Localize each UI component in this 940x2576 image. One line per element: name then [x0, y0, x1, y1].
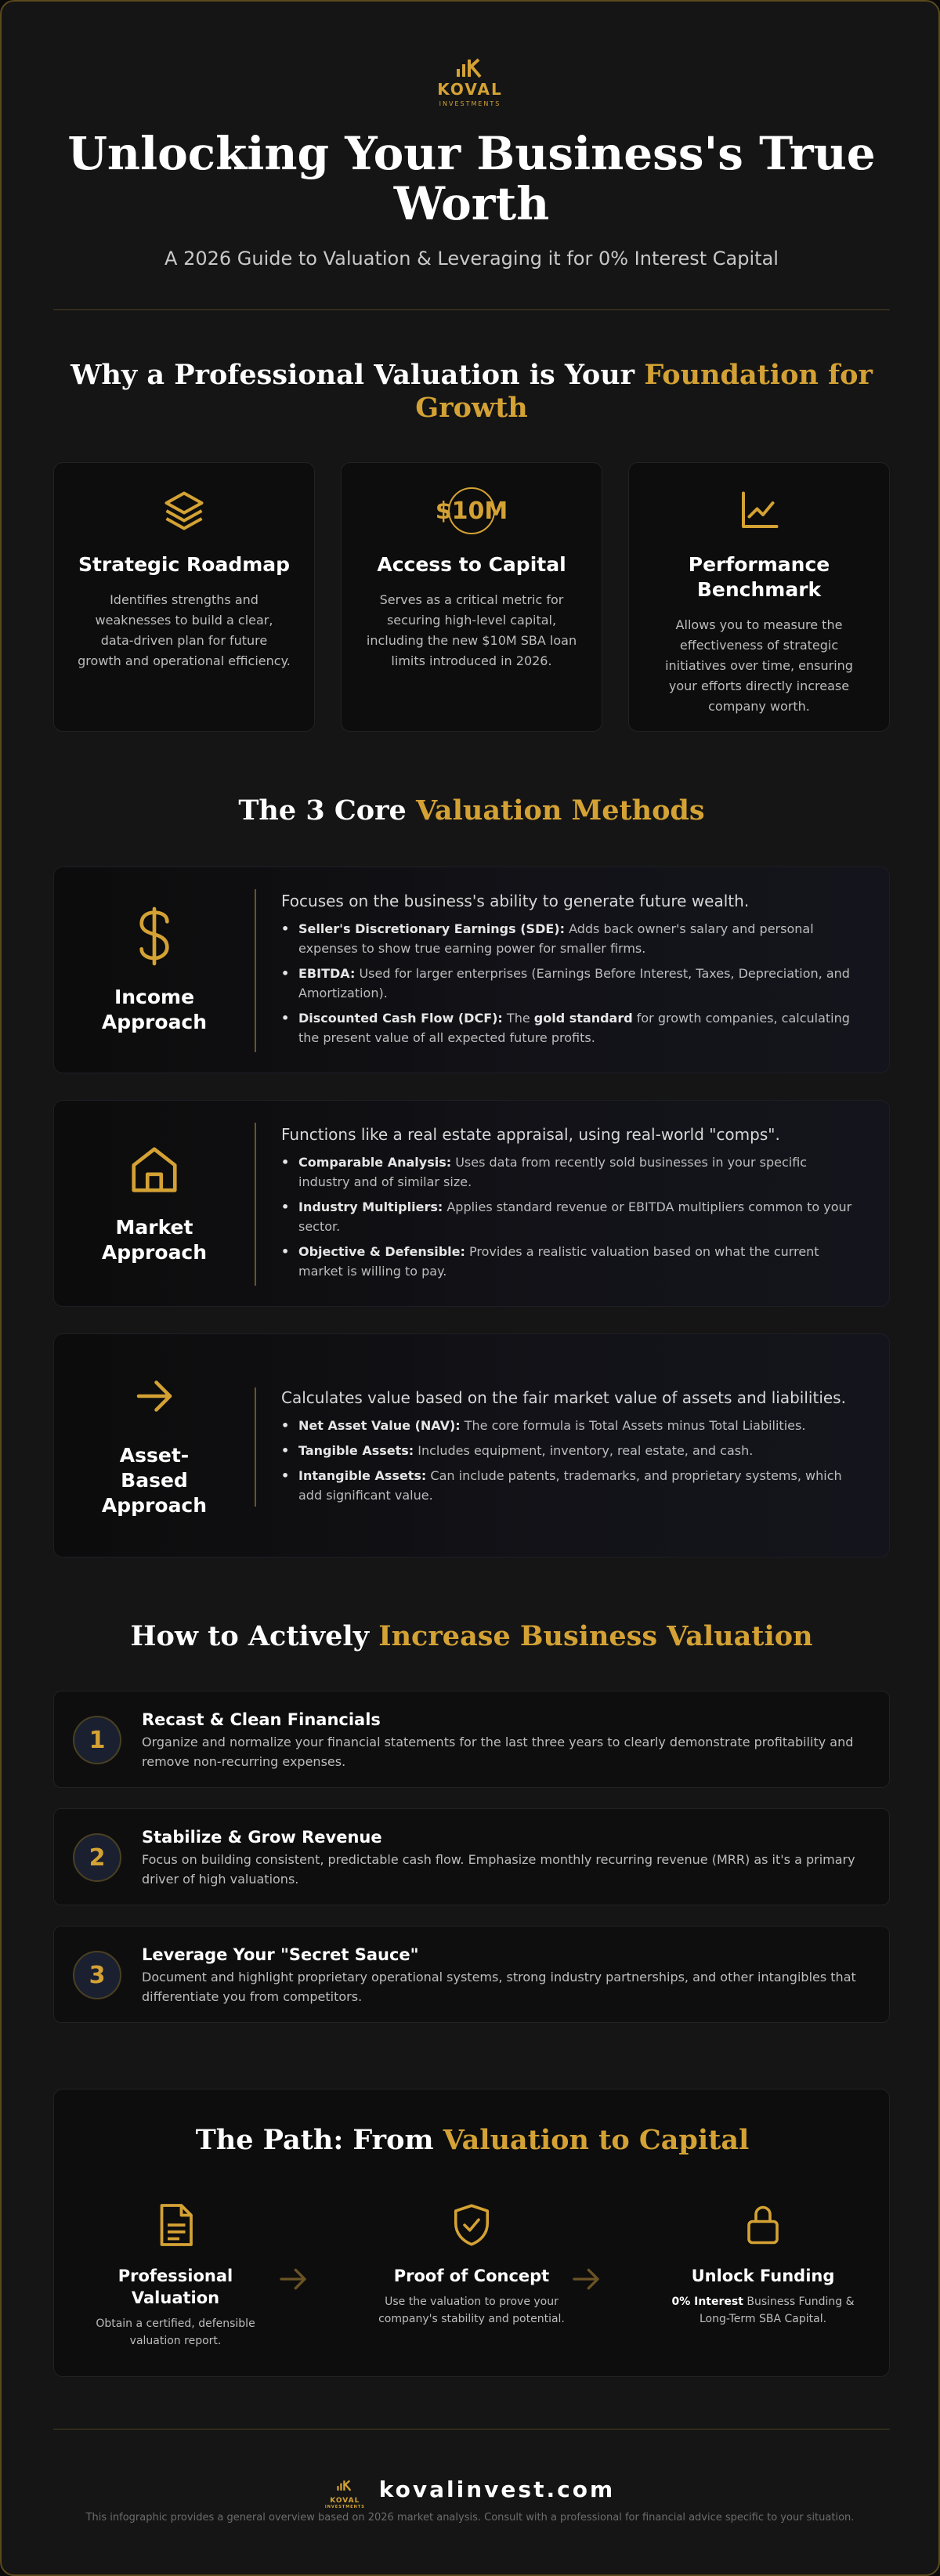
method-point [281, 1466, 858, 1505]
why-section-title [64, 359, 879, 425]
methods-section-title [64, 794, 879, 827]
step-title: Recast & Clean Financials [142, 1710, 381, 1729]
path-step-text-rest: Business Funding & Long-Term SBA Capital. [699, 2296, 855, 2325]
ten-million-badge-icon: $10M [448, 487, 495, 534]
page-title: Unlocking Your Business's True Worth [67, 127, 876, 230]
point-term: Intangible Assets: [298, 1468, 427, 1483]
path-step-text: Use the valuation to prove your company's stability and potential. [378, 2296, 565, 2325]
brand-logo [2, 56, 938, 107]
layers-icon [161, 487, 208, 534]
footer-url-link[interactable]: kovalinvest.com [378, 2477, 616, 2502]
step-title: Leverage Your "Secret Sauce" [142, 1945, 419, 1964]
method-card-income [53, 867, 890, 1073]
footer-disclaimer: This infographic provides a general overview based on 2026 market analysis. Consult with a professional for financial advice specific to your situation. [85, 2512, 855, 2524]
method-title: Market Approach [101, 1216, 208, 1264]
divider [53, 309, 890, 310]
method-lead: Calculates value based on the fair market value of assets and liabilities. [281, 1388, 846, 1407]
point-term: Tangible Assets: [298, 1443, 414, 1458]
why-card-text: Identifies strengths and weaknesses to build a clear, data-driven plan for future growth and operational efficiency. [78, 592, 291, 668]
step-text: Focus on building consistent, predictable cash flow. Emphasize monthly recurring revenue (MRR) as it's a primary driver of high valuations. [142, 1852, 855, 1887]
method-point [281, 1197, 858, 1236]
method-point [281, 1242, 858, 1281]
method-point [281, 964, 858, 1003]
page-subtitle: A 2026 Guide to Valuation & Leveraging it for 0% Interest Capital [164, 248, 779, 270]
increase-title-accent: Increase Business Valuation [378, 1620, 813, 1652]
path-step-title: Professional Valuation [118, 2267, 233, 2307]
point-text: The core formula is Total Assets minus Total Liabilities. [460, 1418, 806, 1433]
step-text: Organize and normalize your financial statements for the last three years to clearly demonstrate profitability and remove non-recurring expenses. [142, 1735, 854, 1769]
method-card-asset-based [53, 1333, 890, 1558]
why-card-text: Serves as a critical metric for securing high-level capital, including the new $10M SBA loan limits introduced in 2026. [366, 592, 577, 668]
path-step-funding [665, 2199, 861, 2328]
why-card-title: Access to Capital [377, 553, 566, 576]
path-section-title [65, 2124, 880, 2157]
method-lead: Focuses on the business's ability to generate future wealth. [281, 892, 750, 910]
path-step-text: Obtain a certified, defensible valuation report. [96, 2317, 255, 2347]
line-chart-icon [736, 487, 783, 534]
point-term: Industry Multipliers: [298, 1199, 443, 1214]
document-icon [156, 2201, 195, 2249]
step-title: Stabilize & Grow Revenue [142, 1828, 382, 1847]
point-term: Comparable Analysis: [298, 1155, 452, 1170]
step-number: 3 [73, 1951, 121, 1999]
point-term: Discounted Cash Flow (DCF): [298, 1011, 503, 1026]
point-highlight: gold standard [533, 1011, 633, 1026]
point-term: Seller's Discretionary Earnings (SDE): [298, 921, 565, 936]
why-title-accent: Foundation for Growth [415, 359, 873, 424]
point-text: The [502, 1011, 534, 1026]
footer-brand [2, 2471, 938, 2510]
point-term: Net Asset Value (NAV): [298, 1418, 461, 1433]
point-term: Objective & Defensible: [298, 1244, 465, 1259]
why-card-performance-benchmark [628, 462, 890, 732]
methods-title-text: The 3 Core [238, 794, 416, 827]
lock-icon [742, 2201, 784, 2249]
why-card-text: Allows you to measure the effectiveness of strategic initiatives over time, ensuring your efforts directly increase company worth. [665, 617, 853, 714]
method-lead: Functions like a real estate appraisal, using real-world "comps". [281, 1125, 780, 1144]
step-card-2 [53, 1808, 890, 1905]
method-point [281, 1416, 858, 1435]
point-text: Applies standard revenue or EBITDA multipliers common to your sector. [298, 1199, 852, 1234]
footer-logo-tagline: INVESTMENTS [324, 2505, 365, 2509]
method-divider [255, 1387, 256, 1507]
path-step-title: Proof of Concept [393, 2267, 550, 2285]
brand-name: KOVAL [437, 80, 503, 99]
increase-title-text: How to Actively [130, 1620, 379, 1652]
path-section [53, 2089, 890, 2377]
step-card-1 [53, 1691, 890, 1788]
step-card-3 [53, 1926, 890, 2023]
methods-title-accent: Valuation Methods [415, 794, 705, 827]
brand-tagline: INVESTMENTS [439, 100, 501, 107]
step-text: Document and highlight proprietary operational systems, strong industry partnerships, and other intangibles that differentiate you from competitors. [142, 1970, 856, 2004]
footer-logo-name: KOVAL [330, 2497, 360, 2505]
why-card-title: Performance Benchmark [688, 553, 830, 601]
method-title: Asset- Based Approach [101, 1444, 208, 1517]
why-title-text: Why a Professional Valuation is Your [70, 359, 645, 391]
path-step-text [665, 2293, 861, 2328]
method-point [281, 1441, 858, 1460]
point-text: Includes equipment, inventory, real estate, and cash. [414, 1443, 754, 1458]
step-number: 2 [73, 1833, 121, 1882]
why-card-access-to-capital [341, 462, 602, 732]
path-title-accent: Valuation to Capital [443, 2124, 750, 2156]
logo-mark-icon [333, 2479, 356, 2491]
dollar-icon [132, 905, 176, 968]
method-card-market [53, 1100, 890, 1307]
point-text: Adds back owner's salary and personal expenses to show true earning power for smaller firms. [298, 921, 814, 956]
path-step-proof [374, 2199, 569, 2328]
method-divider [255, 889, 256, 1052]
method-point [281, 919, 858, 958]
path-step-valuation [78, 2199, 273, 2350]
point-text: Uses data from recently sold businesses in your specific industry and of similar size. [298, 1155, 808, 1189]
point-text: Used for larger enterprises (Earnings Before Interest, Taxes, Depreciation, and Amortization). [298, 966, 850, 1000]
point-text: Can include patents, trademarks, and proprietary systems, which add significant value. [298, 1468, 842, 1503]
point-text: Provides a realistic valuation based on what the current market is willing to pay. [298, 1244, 819, 1279]
method-point [281, 1152, 858, 1192]
point-term: EBITDA: [298, 966, 356, 981]
method-point [281, 1008, 858, 1047]
why-card-strategic-roadmap [53, 462, 315, 732]
path-step-strong: 0% Interest [671, 2296, 743, 2308]
footer-logo [325, 2471, 365, 2510]
logo-mark-icon [450, 56, 490, 78]
why-card-title: Strategic Roadmap [78, 553, 291, 576]
path-title-text: The Path: From [195, 2124, 443, 2156]
shield-check-icon [450, 2201, 493, 2249]
increase-section-title [64, 1620, 879, 1653]
point-text: for growth companies, calculating the present value of all expected future profits. [298, 1011, 850, 1045]
arrow-right-icon [566, 2263, 606, 2295]
arrow-right-icon [273, 2263, 313, 2295]
method-title: Income Approach [101, 986, 208, 1033]
house-icon [127, 1141, 182, 1198]
step-number: 1 [73, 1716, 121, 1764]
path-step-title: Unlock Funding [691, 2267, 835, 2285]
arrow-right-icon [130, 1373, 179, 1420]
method-divider [255, 1123, 256, 1286]
